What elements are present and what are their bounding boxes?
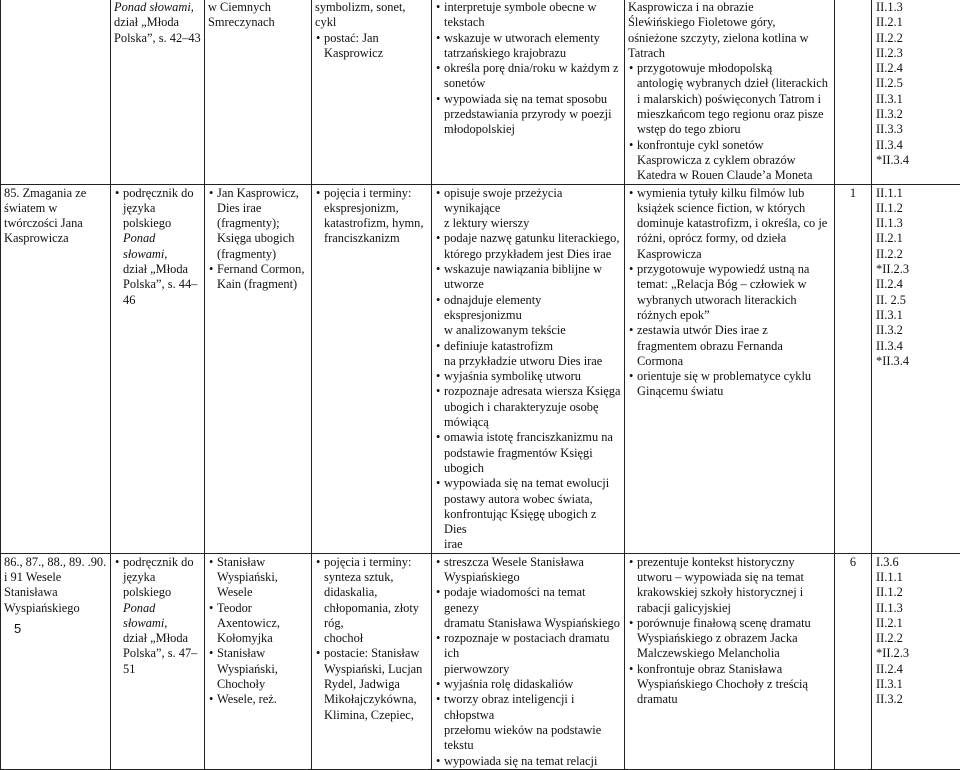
extended-req-line: przygotowuje wypowiedź ustną na [637,262,809,276]
textbook-line: Ponad słowami, [123,601,167,630]
works-line: Smreczynach [208,15,275,29]
requirement-code: II.3.2 [876,107,957,122]
works-cell [205,0,312,184]
terms-item [315,186,428,247]
basic-req-line: tekstach [444,15,485,29]
basic-req-item [435,754,621,769]
basic-req-line: młodopolskiej [444,122,515,136]
basic-req-line: mówiącą [444,415,489,429]
works-line: Kołomyjka [217,631,273,645]
basic-req-item [435,231,621,262]
extended-req-item [628,186,831,262]
terms-line: Kasprowicz [324,46,383,60]
extended-req-line: różni, oprócz formy, od dzieła [637,231,786,245]
extended-req-line: rabacji galicyjskiej [637,601,731,615]
hours-cell [835,553,872,769]
extended-req-line: książek science fiction, w których [637,201,805,215]
topic-text: 85. Zmagania ze światem w twórczości Jana Kasprowicza [4,186,86,246]
works-line: Dies irae [217,201,261,215]
terms-cell [312,0,432,184]
basic-req-line: rozpoznaje w postaciach dramatu ich [444,631,609,660]
extended-req-line: fragmentem obrazu Fernanda [637,339,783,353]
requirement-code: II.3.4 [876,339,957,354]
works-line: (fragmenty) [217,247,276,261]
basic-req-line: w analizowanym tekście [444,323,566,337]
works-item [208,601,308,647]
basic-req-line: streszcza Wesele Stanisława [444,555,584,569]
requirement-code: II.1.1 [876,186,957,201]
requirement-code: II.2.1 [876,231,957,246]
works-line: Axentowicz, [217,616,280,630]
extended-req-line: antologię wybranych dzieł (literackich [637,76,828,90]
terms-line: Klimina, Czepiec, [324,708,414,722]
textbook-line: dział „Młoda [123,262,188,276]
textbook-cell [111,0,205,184]
extended-req-line: Malczewskiego Melancholia [637,646,780,660]
topic-text: 86., 87., 88., 89. .90. i 91 Wesele Stanisława Wyspiańskiego [4,555,106,615]
extended-req-line: Wyspiańskiego Chochoły z treścią [637,677,808,691]
extended-req-item [628,61,831,137]
extended-req-line: porównuje finałową scenę dramatu [637,616,811,630]
textbook-line: dział „Młoda [114,15,179,29]
requirement-code: II.2.4 [876,61,957,76]
extended-req-line: Ginącemu światu [637,384,723,398]
basic-req-item [435,476,621,552]
works-item [208,692,308,707]
textbook-line: Polska”, s. 44–46 [123,277,197,306]
extended-req-item [628,369,831,400]
works-item [208,262,308,293]
page-number: 5 [14,621,21,636]
terms-line: Mikołajczykówna, [324,692,417,706]
extended-req-line: i malarskich) poświęconych Tatrom i [637,92,821,106]
requirement-code: I.3.6 [876,555,957,570]
basic-req-item [435,369,621,384]
terms-line: chłopomania, złoty róg, [324,601,419,630]
basic-req-item [435,339,621,370]
extended-req-line: Kasprowicza i na obrazie [628,0,754,14]
extended-req-line: wstęp do tego zbioru [637,122,741,136]
textbook-line: Ponad słowami, [114,0,194,14]
basic-req-line: Wyspiańskiego [444,570,520,584]
requirement-code: II.3.4 [876,138,957,153]
works-line: (fragmenty); [217,216,280,230]
basic-req-line: irae [444,537,463,551]
basic-req-cell [432,0,625,184]
extended-req-line: orientuje się w problematyce cyklu [637,369,811,383]
basic-req-line: wyjaśnia rolę didaskaliów [444,677,573,691]
extended-req-cell [625,184,835,553]
requirement-code: II.2.1 [876,15,957,30]
basic-req-line: wypowiada się na temat ewolucji [444,476,609,490]
requirement-code: *II.2.3 [876,646,957,661]
basic-req-line: utworze [444,277,484,291]
basic-req-item [435,262,621,293]
works-line: Fernand Cormon, [217,262,304,276]
terms-line: didaskalia, [324,585,377,599]
requirement-code: II.3.2 [876,323,957,338]
textbook-cell [111,184,205,553]
textbook-line: Ponad słowami, [123,231,167,260]
extended-req-line: prezentuje kontekst historyczny [637,555,795,569]
textbook-line: języka polskiego [123,570,171,599]
basic-req-line: odnajduje elementy ekspresjonizmu [444,293,541,322]
basic-req-line: przedstawiania przyrody w poezji [444,107,612,121]
extended-req-line: konfrontuje obraz Stanisława [637,662,782,676]
works-line: Teodor [217,601,252,615]
basic-req-line: określa porę dnia/roku w każdym z [444,61,618,75]
textbook-item [114,0,201,46]
requirement-code: II.1.3 [876,601,957,616]
works-line: Kain (fragment) [217,277,297,291]
requirement-code: II.2.2 [876,31,957,46]
requirement-code: II.3.2 [876,692,957,707]
textbook-line: podręcznik do [123,186,194,200]
basic-req-line: podaje nazwę gatunku literackiego, [444,231,619,245]
works-item [208,186,308,262]
basic-req-line: z lektury wierszy [444,216,529,230]
extended-req-item [628,138,831,184]
extended-req-item [628,323,831,369]
textbook-cell [111,553,205,769]
basic-req-line: rozpoznaje adresata wiersza Księga [444,384,620,398]
requirement-code: II.2.2 [876,247,957,262]
requirement-code: II.2.4 [876,662,957,677]
extended-req-line: konfrontuje cykl sonetów [637,138,764,152]
extended-req-line: różnych epok” [637,308,710,322]
topic-cell [1,553,111,769]
extended-req-cell [625,553,835,769]
basic-req-cell [432,553,625,769]
topic-cell [1,0,111,184]
basic-req-line: podstawie fragmentów Księgi ubogich [444,446,593,475]
extended-req-item [628,262,831,323]
terms-line: synteza sztuk, [324,570,394,584]
hours-value: 1 [850,186,856,200]
terms-line: pojęcia i terminy: [324,186,411,200]
basic-req-item [435,186,621,232]
requirement-code: II.2.2 [876,631,957,646]
basic-req-line: przełomu wieków na podstawie tekstu [444,723,601,752]
extended-req-line: wymienia tytuły kilku filmów lub [637,186,804,200]
requirement-code: *II.2.3 [876,262,957,277]
requirement-code: II.2.3 [876,46,957,61]
extended-req-line: ośnieżone szczyty, zielona kotlina w [628,31,809,45]
basic-req-item [435,585,621,631]
basic-req-item [435,692,621,753]
basic-req-line: tatrzańskiego krajobrazu [444,46,566,60]
textbook-item [114,186,201,308]
codes-cell [872,0,960,184]
basic-req-line: omawia istotę franciszkanizmu na [444,430,613,444]
basic-req-line: wypowiada się na temat relacji [444,754,597,768]
basic-req-item [435,555,621,586]
basic-req-item [435,61,621,92]
basic-req-item [435,677,621,692]
terms-cell [312,553,432,769]
basic-req-item [435,293,621,339]
basic-req-line: tworzy obraz inteligencji i chłopstwa [444,692,574,721]
basic-req-line: interpretuje symbole obecne w [444,0,596,14]
terms-line: pojęcia i terminy: [324,555,411,569]
basic-req-line: ubogich i charakteryzuje osobę [444,400,598,414]
extended-req-line: dramatu [637,692,678,706]
works-line: Jan Kasprowicz, [217,186,299,200]
works-line: Stanisław [217,646,265,660]
basic-req-item [435,631,621,677]
terms-line: chochoł [324,631,363,645]
terms-item [315,0,428,31]
extended-req-line: dominuje katastrofizm, i określa, co je [637,216,827,230]
requirement-code: II.2.4 [876,277,957,292]
terms-cell [312,184,432,553]
requirement-code: II.1.2 [876,585,957,600]
extended-req-item [628,0,831,61]
requirement-code: *II.3.4 [876,153,957,168]
textbook-line: Polska”, s. 42–43 [114,31,201,45]
basic-req-line: wypowiada się na temat sposobu [444,92,607,106]
extended-req-line: temat: „Relacja Bóg – człowiek w [637,277,807,291]
basic-req-line: konfrontując Księgę ubogich z Dies [444,507,596,536]
extended-req-line: przygotowuje młodopolską [637,61,772,75]
hours-cell [835,184,872,553]
terms-line: franciszkanizm [324,231,400,245]
requirement-code: II. 2.5 [876,293,957,308]
terms-line: katastrofizm, hymn, [324,216,423,230]
basic-req-line: wyjaśnia symbolikę utworu [444,369,581,383]
extended-req-line: Cormona [637,354,683,368]
basic-req-line: sonetów [444,76,485,90]
basic-req-line: dramatu Stanisława Wyspiańskiego [444,616,620,630]
requirement-code: II.1.3 [876,0,957,15]
textbook-line: podręcznik do [123,555,194,569]
extended-req-line: utworu – wypowiada się na temat [637,570,804,584]
codes-cell [872,553,960,769]
textbook-line: języka polskiego [123,201,171,230]
basic-req-line: postawy autora wobec świata, [444,492,593,506]
terms-line: symbolizm, sonet, cykl [315,0,406,29]
extended-req-line: Katedra w Rouen Claude’a Moneta [637,168,812,182]
basic-req-line: którego przykładem jest Dies irae [444,247,611,261]
basic-req-item [435,430,621,476]
works-item [208,0,308,31]
requirement-code: II.2.1 [876,616,957,631]
table-row [1,0,960,184]
requirement-code: *II.3.4 [876,354,957,369]
terms-line: Rydel, Jadwiga [324,677,400,691]
terms-item [315,555,428,647]
basic-req-line: podaje wiadomości na temat genezy [444,585,585,614]
terms-line: postacie: Stanisław [324,646,419,660]
extended-req-line: zestawia utwór Dies irae z [637,323,768,337]
works-line: Wesele [217,585,252,599]
extended-req-line: mieszkańcom tego regionu oraz pisze [637,107,823,121]
works-line: Wyspiański, [217,570,278,584]
requirement-code: II.3.1 [876,308,957,323]
hours-cell [835,0,872,184]
extended-req-line: Tatrach [628,46,665,60]
works-line: Stanisław [217,555,265,569]
terms-item [315,31,428,62]
requirement-code: II.3.3 [876,122,957,137]
extended-req-line: Kasprowicza z cyklem obrazów [637,153,796,167]
requirement-code: II.2.5 [876,76,957,91]
textbook-line: Polska”, s. 47–51 [123,646,197,675]
requirement-code: II.1.1 [876,570,957,585]
extended-req-item [628,555,831,616]
terms-line: ekspresjonizm, [324,201,399,215]
extended-req-item [628,662,831,708]
basic-req-item [435,31,621,62]
basic-req-line: definiuje katastrofizm [444,339,553,353]
basic-req-cell [432,184,625,553]
basic-req-line: na przykładzie utworu Dies irae [444,354,602,368]
codes-cell [872,184,960,553]
requirement-code: II.1.2 [876,201,957,216]
table-row [1,184,960,553]
works-line: w Ciemnych [208,0,271,14]
extended-req-cell [625,0,835,184]
requirement-code: II.3.1 [876,677,957,692]
extended-req-line: Kasprowicza [637,247,702,261]
table-row [1,553,960,769]
works-line: Chochoły [217,677,265,691]
works-line: Wesele, reż. [217,692,277,706]
basic-req-line: opisuje swoje przeżycia wynikające [444,186,562,215]
basic-req-line: wskazuje w utworach elementy [444,31,600,45]
extended-req-line: Śleẃińskiego Fioletowe góry, [628,15,776,29]
basic-req-line: wskazuje nawiązania biblijne w [444,262,602,276]
works-item [208,555,308,601]
extended-req-line: Wyspiańskiego z obrazem Jacka [637,631,798,645]
works-line: Wyspiański, [217,662,278,676]
works-line: Księga ubogich [217,231,294,245]
works-cell [205,184,312,553]
requirement-code: II.3.1 [876,92,957,107]
terms-line: Wyspiański, Lucjan [324,662,422,676]
requirement-code: II.1.3 [876,216,957,231]
terms-line: postać: Jan [324,31,379,45]
works-cell [205,553,312,769]
topic-cell [1,184,111,553]
extended-req-line: krakowskiej szkoły historycznej i [637,585,803,599]
hours-value: 6 [850,555,856,569]
extended-req-line: wybranych utworach literackich [637,293,797,307]
basic-req-item [435,92,621,138]
terms-item [315,646,428,722]
basic-req-item [435,384,621,430]
works-item [208,646,308,692]
textbook-item [114,555,201,677]
textbook-line: dział „Młoda [123,631,188,645]
basic-req-line: pierwowzory [444,662,509,676]
basic-req-item [435,0,621,31]
